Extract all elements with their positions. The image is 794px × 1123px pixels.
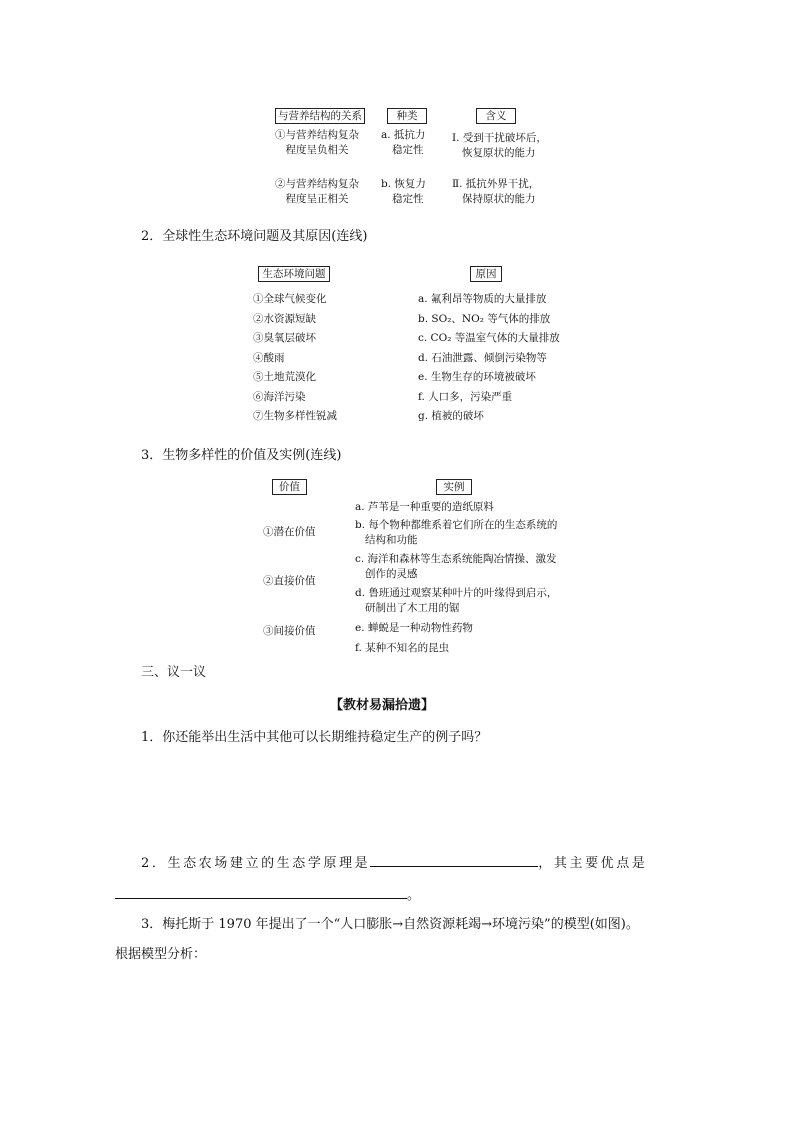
value-1: ①潜在价值 [263, 526, 316, 538]
question-2: 2．生态农场建立的生态学原理是 ，其主要优点是 [141, 852, 647, 873]
list-item: c. CO₂ 等温室气体的大量排放 [418, 332, 560, 344]
list-item: ③臭氧层破坏 [253, 332, 316, 344]
type-b: b. 恢复力 稳定性 [381, 178, 426, 205]
example-c: c. 海洋和森林等生态系统能陶冶情操、激发 创作的灵感 [355, 553, 557, 580]
section-three-heading: 三、议一议 [141, 665, 207, 680]
meaning-1: Ⅰ. 受到干扰破坏后， 恢复原状的能力 [452, 132, 547, 159]
list-item: d. 石油泄露、倾倒污染物等 [418, 351, 547, 364]
list-item: ④酸雨 [253, 351, 285, 364]
header-cause: 原因 [470, 266, 502, 282]
relation-1: ①与营养结构复杂 程度呈负相关 [275, 129, 359, 156]
problem-list [253, 290, 337, 427]
list-item: b. SO₂、NO₂ 等气体的排放 [418, 312, 551, 325]
header-meaning: 含义 [476, 108, 516, 124]
header-relation: 与营养结构的关系 [275, 108, 365, 124]
header-env-problem: 生态环境问题 [258, 266, 330, 282]
section3-title: 3．生物多样性的价值及实例(连线) [141, 448, 342, 463]
list-item: ①全球气候变化 [253, 293, 327, 305]
question-2-cont: 。 [115, 884, 420, 905]
list-item: ⑥海洋污染 [253, 390, 306, 403]
question-3: 3．梅托斯于 1970 年提出了一个“人口膨胀→自然资源耗竭→环境污染”的模型(如图)。 [141, 917, 639, 932]
value-3: ③间接价值 [263, 625, 316, 637]
header-example: 实例 [436, 479, 472, 495]
section2-title: 2．全球性生态环境问题及其原因(连线) [141, 229, 368, 244]
cause-list [418, 290, 560, 427]
list-item: a. 氟利昂等物质的大量排放 [418, 293, 547, 305]
example-e: e. 蝉蜕是一种动物性药物 [355, 622, 473, 634]
answer-blank-1[interactable] [370, 852, 538, 867]
meaning-2: Ⅱ. 抵抗外界干扰， 保持原状的能力 [452, 178, 540, 205]
header-value: 价值 [272, 479, 307, 495]
list-item: ⑤土地荒漠化 [253, 371, 316, 383]
list-item: e. 生物生存的环境被破坏 [418, 371, 536, 383]
question-3-cont: 根据模型分析： [115, 947, 207, 962]
center-title: 【教材易漏拾遗】 [330, 698, 435, 713]
list-item: ②水资源短缺 [253, 312, 316, 325]
example-d: d. 鲁班通过观察某种叶片的叶缘得到启示， 研制出了木工用的锯 [355, 587, 558, 614]
relation-2: ②与营养结构复杂 程度呈正相关 [275, 178, 359, 205]
value-2: ②直接价值 [263, 575, 316, 587]
header-type: 种类 [387, 108, 427, 124]
example-b: b. 每个物种都维系着它们所在的生态系统的 结构和功能 [355, 519, 558, 546]
question-1: 1．你还能举出生活中其他可以长期维持稳定生产的例子吗？ [141, 730, 488, 745]
example-a: a. 芦苇是一种重要的造纸原料 [355, 501, 494, 513]
list-item: f. 人口多，污染严重 [418, 390, 513, 403]
list-item: ⑦生物多样性锐减 [253, 410, 337, 422]
answer-blank-2[interactable] [115, 884, 407, 899]
example-f: f. 某种不知名的昆虫 [355, 642, 450, 654]
type-a: a. 抵抗力 稳定性 [381, 129, 426, 156]
list-item: g. 植被的破坏 [418, 410, 484, 422]
